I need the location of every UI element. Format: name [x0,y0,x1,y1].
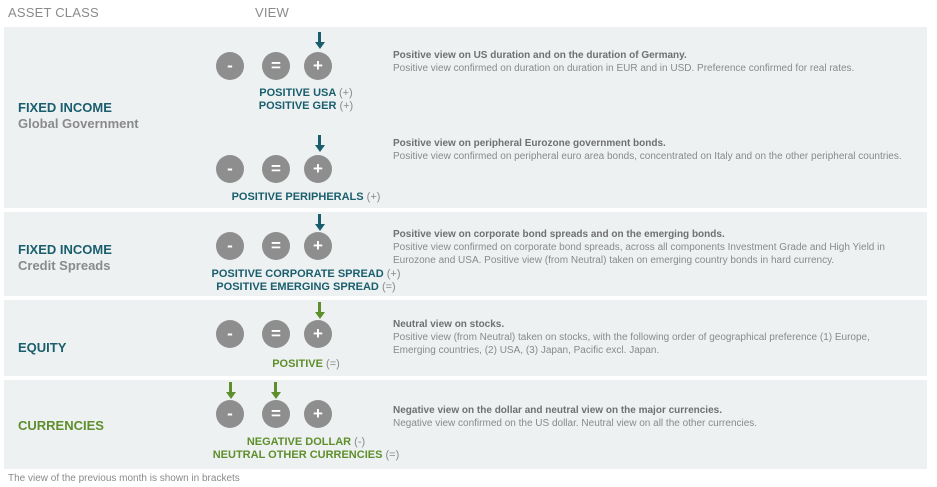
asset-class-label [18,242,112,273]
description-body: Negative view confirmed on the US dollar. Neutral view on all the other currencies. [393,418,758,429]
down-arrow-icon [229,382,232,399]
equal-circle-icon: = [262,400,290,428]
plus-circle-icon: + [304,52,332,80]
down-arrow-icon [318,302,321,319]
down-arrow-icon [274,382,277,399]
minus-circle-icon: - [216,320,244,348]
row-fixed-income-global-government [4,27,927,208]
description-body: Positive view confirmed on peripheral euro area bonds, concentrated on Italy and on the other peripheral countries. [393,151,902,162]
minus-circle-icon: - [216,232,244,260]
plus-circle-icon: + [304,155,332,183]
description-title: Positive view on US duration and on the duration of Germany. [393,50,687,61]
equal-circle-icon: = [262,155,290,183]
description-body: Positive view confirmed on corporate bond spreads, across all components Investment Grade and High Yield in Eurozone and USA. Positive view (from Neutral) taken on emerging country bonds in hard currency. [393,242,885,266]
view-description [393,318,913,357]
description-body: Positive view (from Neutral) taken on stocks, with the following order of geographical preference (1) Europe, Emerging countries, (2) USA, (3) Japan, Pacific excl. Japan. [393,332,870,356]
view-description [393,228,913,267]
asset-class-label [18,100,139,131]
row-currencies [4,380,927,469]
header-view: VIEW [255,5,290,20]
view-label: POSITIVE (=) [272,358,340,370]
asset-class-subtitle: Credit Spreads [18,258,111,273]
plus-circle-icon: + [304,232,332,260]
view-description [393,404,913,430]
asset-class-subtitle: Global Government [18,116,139,131]
view-description [393,49,913,75]
description-title: Positive view on corporate bond spreads and on the emerging bonds. [393,229,725,240]
view-description [393,137,913,163]
view-label: POSITIVE CORPORATE SPREAD (+) POSITIVE EMERGING SPREAD (=) [211,268,401,293]
asset-class-label [18,418,104,433]
row-equity [4,300,927,376]
description-title: Neutral view on stocks. [393,319,505,330]
view-label: POSITIVE USA (+) POSITIVE GER (+) [258,87,354,112]
down-arrow-icon [318,214,321,231]
asset-class-name: CURRENCIES [18,418,104,433]
plus-circle-icon: + [304,320,332,348]
asset-class-label [18,340,66,355]
down-arrow-icon [318,135,321,152]
minus-circle-icon: - [216,155,244,183]
description-body: Positive view confirmed on duration on duration in EUR and in USD. Preference confirmed for real rates. [393,63,855,74]
equal-circle-icon: = [262,52,290,80]
description-title: Positive view on peripheral Eurozone government bonds. [393,138,666,149]
equal-circle-icon: = [262,320,290,348]
row-fixed-income-credit-spreads [4,212,927,296]
asset-class-name: FIXED INCOME [18,242,112,257]
header-asset-class: ASSET CLASS [8,5,99,20]
asset-class-name: FIXED INCOME [18,100,112,115]
footnote: The view of the previous month is shown in brackets [8,473,240,484]
asset-class-name: EQUITY [18,340,67,355]
view-label: NEGATIVE DOLLAR (-) NEUTRAL OTHER CURRENCIES (=) [212,436,400,461]
description-title: Negative view on the dollar and neutral view on the major currencies. [393,405,722,416]
view-label: POSITIVE PERIPHERALS (+) [231,191,381,203]
equal-circle-icon: = [262,232,290,260]
minus-circle-icon: - [216,400,244,428]
down-arrow-icon [318,32,321,49]
plus-circle-icon: + [304,400,332,428]
minus-circle-icon: - [216,52,244,80]
